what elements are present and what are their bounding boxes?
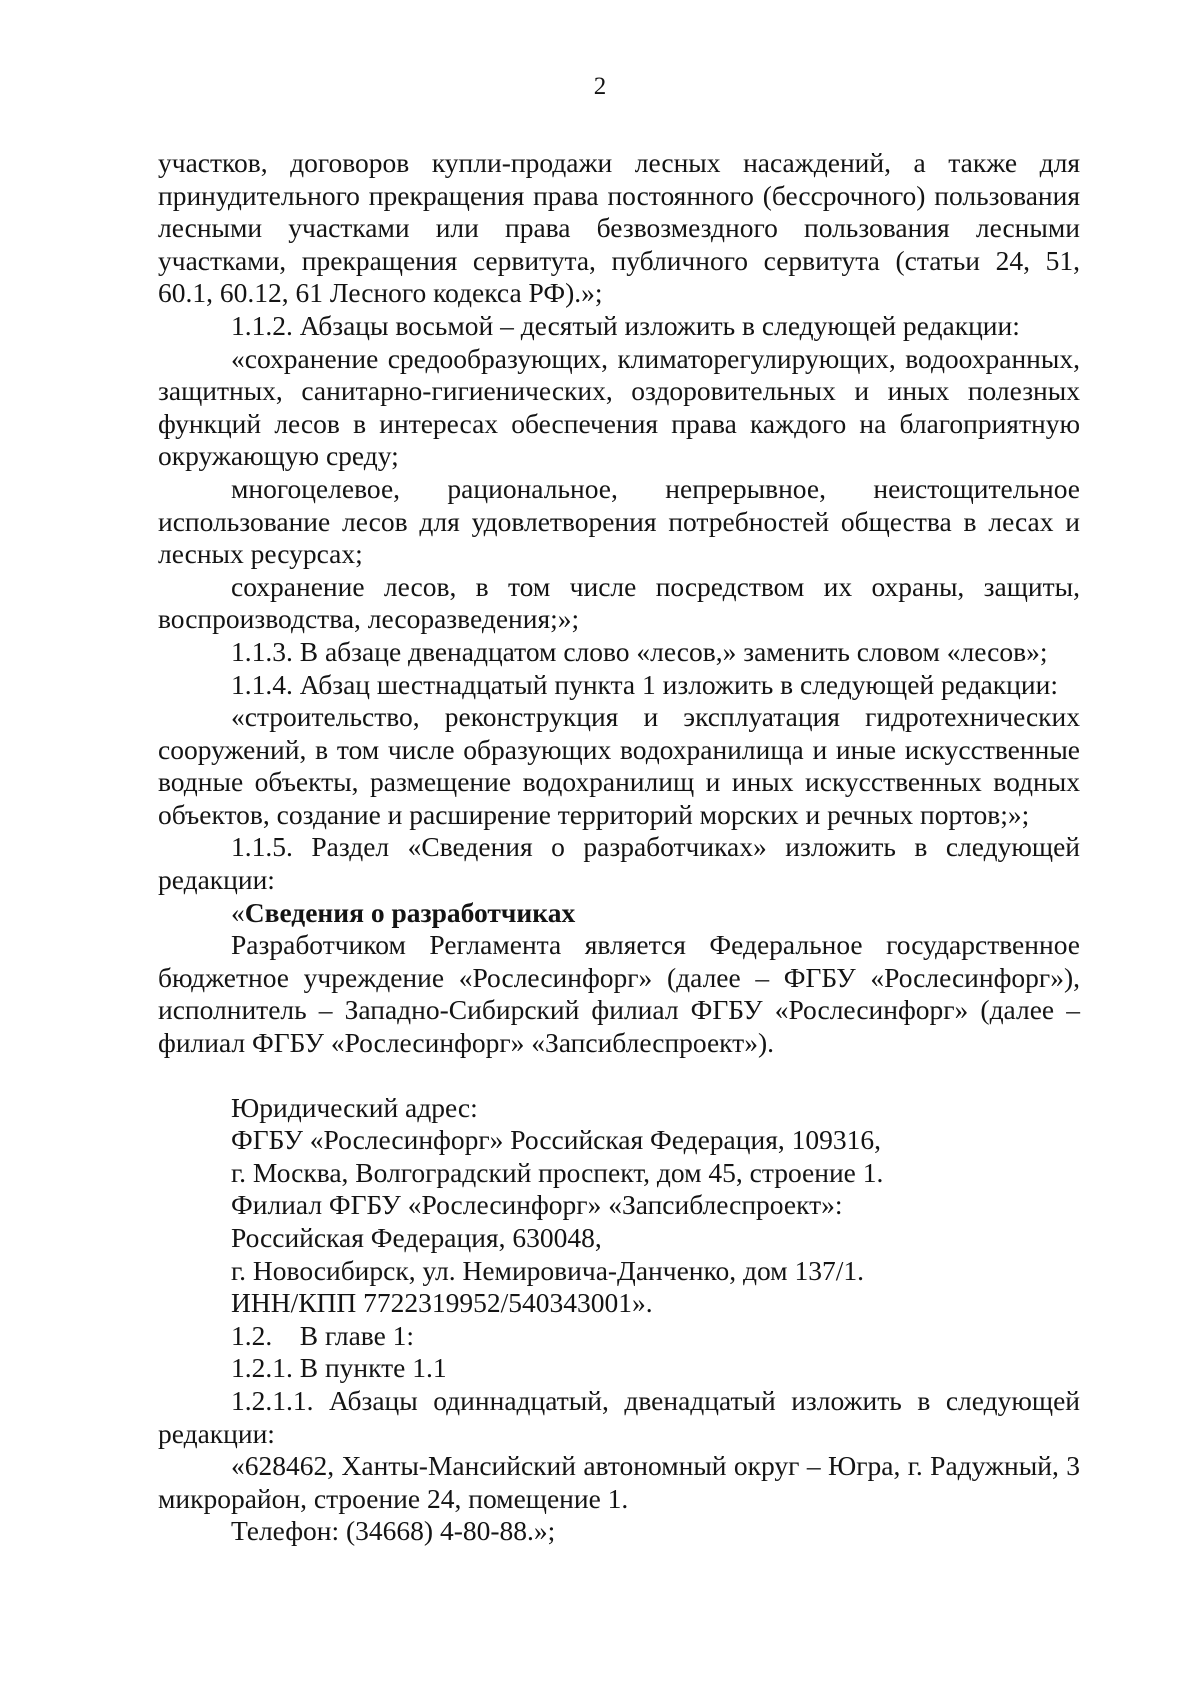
- address-line: 1.2.1. В пункте 1.1: [231, 1352, 447, 1384]
- paragraph: «сохранение средообразующих, климаторегулирующих, водоохранных, защитных, санитарно-гигиенических, оздоровительных и иных полезных функций лесов в интересах обеспечения права каждого на благоприятную окружающую среду;: [158, 342, 1080, 472]
- paragraph: «строительство, реконструкция и эксплуатация гидротехнических сооружений, в том числе образующих водохранилища и иные искусственные водные объекты, размещение водохранилищ и иных искусственных водных объектов, создание и расширение территорий морских и речных портов;»;: [158, 701, 1080, 830]
- address-line: ФГБУ «Рослесинфорг» Российская Федерация, 109316,: [231, 1124, 881, 1156]
- address-line: Юридический адрес:: [231, 1091, 478, 1123]
- paragraph: 1.1.4. Абзац шестнадцатый пункта 1 изложить в следующей редакции:: [231, 668, 1058, 700]
- page-number: 2: [593, 73, 607, 100]
- paragraph: «628462, Ханты-Мансийский автономный округ – Югра, г. Радужный, 3 микрорайон, строение 24, помещение 1.: [158, 1450, 1080, 1514]
- paragraph: Телефон: (34668) 4-80-88.»;: [231, 1515, 556, 1547]
- paragraph: 1.1.3. В абзаце двенадцатом слово «лесов,» заменить словом «лесов»;: [231, 635, 1048, 667]
- blank-line: [158, 1060, 1080, 1092]
- paragraph: участков, договоров купли-продажи лесных насаждений, а также для принудительного прекращения права постоянного (бессрочного) пользования лесными участками или права безвозмездного пользования лесными участками, прекращения сервитута, публичного сервитута (статьи 24, 51, 60.1, 60.12, 61 Лесного кодекса РФ).»;: [158, 147, 1080, 309]
- document-body: [158, 147, 1080, 1548]
- heading-open-quote: «: [231, 896, 245, 928]
- paragraph: 1.2.1.1. Абзацы одиннадцатый, двенадцатый изложить в следующей редакции:: [158, 1384, 1080, 1449]
- address-line: 1.2. В главе 1:: [231, 1319, 415, 1351]
- section-heading: [158, 897, 1080, 930]
- paragraph: 1.1.2. Абзацы восьмой – десятый изложить в следующей редакции:: [231, 309, 1020, 341]
- developer-paragraph: Разработчиком Регламента является Федеральное государственное бюджетное учреждение «Рослесинфорг» (далее – ФГБУ «Рослесинфорг»), исполнитель – Западно-Сибирский филиал ФГБУ «Рослесинфорг» (далее – филиал ФГБУ «Рослесинфорг» «Запсиблеспроект»).: [158, 929, 1080, 1059]
- paragraph: 1.1.5. Раздел «Сведения о разработчиках» изложить в следующей редакции:: [158, 831, 1080, 896]
- address-line: г. Москва, Волгоградский проспект, дом 45, строение 1.: [231, 1156, 884, 1188]
- heading-title: Сведения о разработчиках: [244, 896, 576, 928]
- paragraph: многоцелевое, рациональное, непрерывное, неистощительное использование лесов для удовлетворения потребностей общества в лесах и лесных ресурсах;: [158, 472, 1080, 570]
- address-line: г. Новосибирск, ул. Немировича-Данченко, дом 137/1.: [231, 1254, 864, 1286]
- address-line: ИНН/КПП 7722319952/540343001».: [231, 1287, 653, 1319]
- paragraph: сохранение лесов, в том числе посредством их охраны, защиты, воспроизводства, лесоразведения;»;: [158, 570, 1080, 635]
- address-line: Российская Федерация, 630048,: [231, 1222, 602, 1253]
- address-line: Филиал ФГБУ «Рослесинфорг» «Запсиблеспроект»:: [231, 1189, 843, 1221]
